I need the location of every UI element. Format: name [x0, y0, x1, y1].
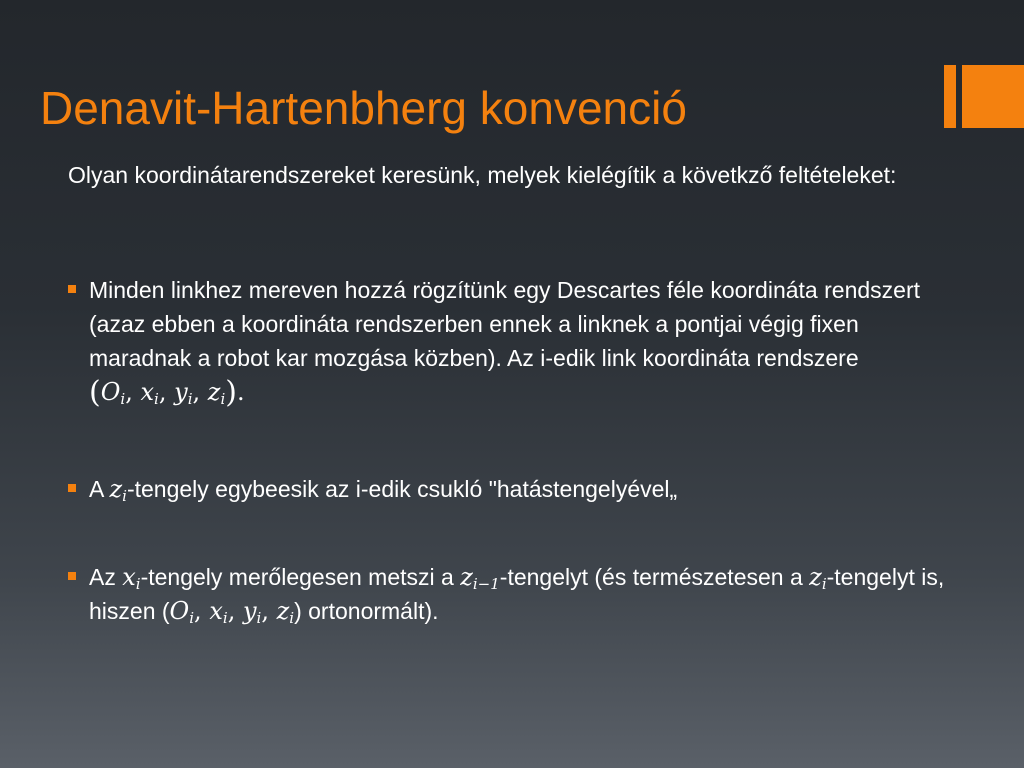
intro-text: Olyan koordinátarendszereket keresünk, melyek kielégítik a követkző feltételeket:: [68, 162, 897, 188]
math-z2-sub: i: [821, 575, 827, 593]
math-y: y: [174, 378, 188, 406]
math-o-sub: i: [120, 390, 126, 408]
math-z: z: [109, 475, 123, 503]
math-sep-2: ,: [227, 597, 236, 625]
bullet-item-2: [68, 472, 958, 506]
math-o: O: [169, 597, 190, 625]
math-sep-3: ,: [261, 597, 269, 625]
bullet-3-end: ) ortonormált).: [294, 598, 439, 624]
math-x-sub: i: [222, 609, 228, 627]
math-z2: z: [809, 563, 822, 591]
bullet-marker-icon: [68, 484, 76, 492]
math-end: .: [236, 378, 245, 406]
math-z-sub: i−1: [472, 575, 500, 593]
bullet-3-mid2: -tengelyt (és természetesen a: [499, 564, 803, 590]
math-z-sub: i: [122, 487, 127, 505]
math-x: x: [140, 378, 155, 406]
math-x: x: [122, 563, 136, 591]
decorative-bar-thin: [944, 65, 956, 128]
bullet-text: [89, 273, 958, 410]
bullet-3-prefix: Az: [89, 564, 116, 590]
slide-title: Denavit-Hartenbherg konvenció: [40, 82, 687, 134]
math-sep-3: ,: [192, 378, 201, 406]
frame-tuple-math: [170, 597, 295, 625]
math-open-paren: (: [89, 375, 101, 410]
bullet-item-3: [68, 560, 958, 628]
math-z: z: [207, 378, 221, 406]
z-prev-axis-math: [460, 563, 500, 591]
math-o-sub: i: [189, 609, 195, 627]
math-o: O: [100, 378, 121, 406]
math-sep-1: ,: [194, 597, 202, 625]
decorative-bar-thick: [962, 65, 1024, 128]
math-z: z: [276, 597, 290, 625]
z-axis-math: [809, 563, 826, 591]
bullet-1-text: Minden linkhez mereven hozzá rögzítünk egy Descartes féle koordináta rendszert (azaz ebben a koordináta rendszerben ennek a linknek a pontjai végig fixen maradnak a robot kar mozgása közben). Az i-edik link koordináta rendszere: [89, 277, 920, 371]
bullet-text: [89, 560, 958, 628]
bullet-3-mid3: -tengelyt is, hiszen (: [89, 564, 945, 624]
math-sep-1: ,: [125, 378, 133, 406]
math-z: z: [460, 563, 473, 591]
bullet-marker-icon: [68, 572, 76, 580]
math-x: x: [209, 597, 223, 625]
bullet-2-prefix: A: [89, 476, 104, 502]
bullet-item-1: [68, 273, 958, 410]
math-close-paren: ): [225, 375, 237, 410]
bullet-2-suffix: -tengely egybeesik az i-edik csukló "hatástengelyével„: [126, 476, 678, 502]
math-y: y: [242, 597, 257, 625]
z-axis-math: [109, 475, 126, 503]
x-axis-math: [122, 563, 140, 591]
bullet-3-mid: -tengely merőlegesen metszi a: [140, 564, 454, 590]
math-y-sub: i: [256, 609, 262, 627]
bullet-marker-icon: [68, 285, 76, 293]
frame-tuple-math: [89, 375, 245, 410]
math-x-sub: i: [154, 390, 159, 408]
math-sep-2: ,: [158, 378, 167, 406]
math-y-sub: i: [187, 390, 193, 408]
math-z-sub: i: [289, 609, 295, 627]
bullet-text: [89, 472, 958, 506]
math-x-sub: i: [135, 575, 141, 593]
math-z-sub: i: [220, 390, 226, 408]
